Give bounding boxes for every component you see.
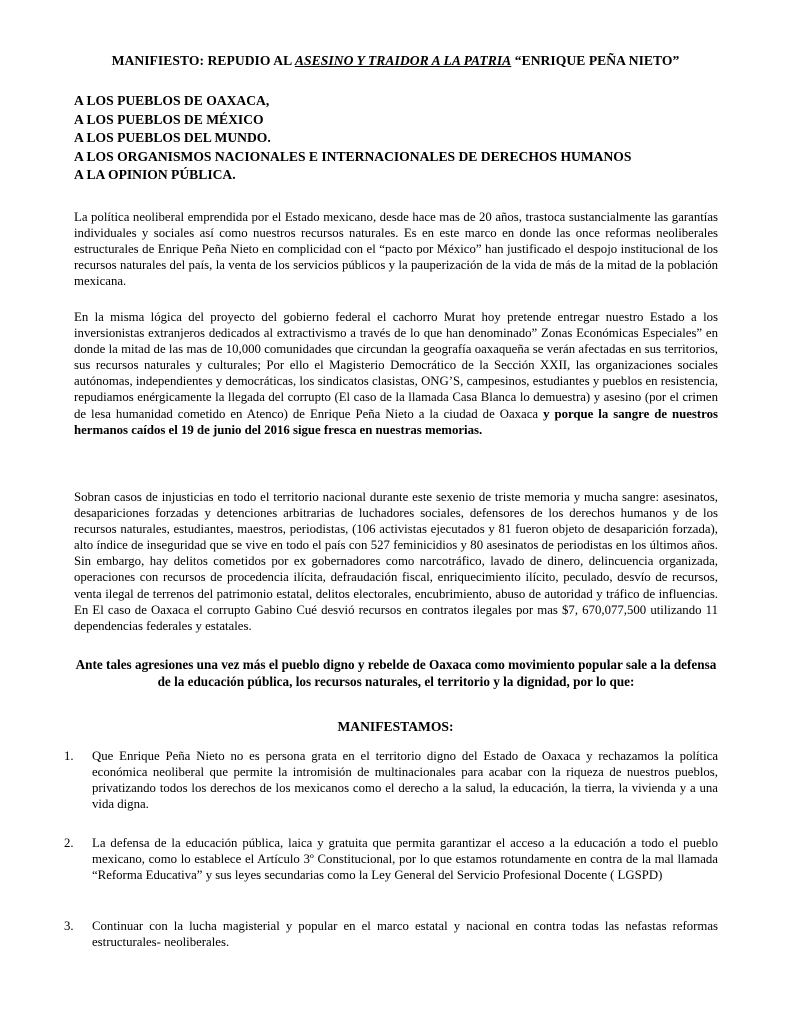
list-number: 2.	[64, 836, 74, 850]
addressee-line: A LA OPINION PÚBLICA.	[74, 167, 236, 182]
title-suffix: “ENRIQUE PEÑA NIETO”	[511, 53, 680, 68]
list-text: La defensa de la educación pública, laica y gratuita que permita garantizar el acceso a la educación a todo el pueblo mexicano, como lo establece el Artículo 3º Constitucional, por lo que estamos rotundamente en contra de la mal llamada “Reforma Educativa” y sus leyes secundarias como la Ley General del Servicio Profesional Docente ( LGSPD)	[92, 836, 718, 883]
list-number: 1.	[64, 749, 74, 763]
addressee-block	[74, 92, 754, 185]
document-title	[0, 53, 791, 69]
title-prefix: MANIFIESTO: REPUDIO AL	[111, 53, 295, 68]
title-emphasis: ASESINO Y TRAIDOR A LA PATRIA	[294, 53, 512, 68]
addressee-line: A LOS PUEBLOS DEL MUNDO.	[74, 130, 271, 145]
addressee-line: A LOS ORGANISMOS NACIONALES E INTERNACIONALES DE DERECHOS HUMANOS	[74, 148, 632, 164]
paragraph-2	[74, 309, 718, 438]
addressee-line: A LOS PUEBLOS DE MÉXICO	[74, 111, 264, 127]
paragraph-2-text: En la misma lógica del proyecto del gobierno federal el cachorro Murat hoy pretende entregar nuestro Estado a los inversionistas extranjeros dedicados al extractivismo a través de lo que han denominado” Zonas Económicas Especiales” en donde la mitad de las mas de 10,000 comunidades que circundan la geografía oaxaqueña se verán afectadas en sus territorios, sus recursos naturales y culturales; Por ello el Magisterio Democrático de la Sección XXII, las organizaciones sociales autónomas, independientes y democráticas, los sindicatos clasistas, ONG’S, campesinos, estudiantes y pueblos en resistencia, repudiamos enérgicamente la llegada del corrupto (El caso de la llamada Casa Blanca lo demuestra) y asesino (por el crimen de lesa humanidad cometido en Atenco) de Enrique Peña Nieto a la ciudad de Oaxaca	[74, 310, 718, 421]
addressee-line: A LOS PUEBLOS DE OAXACA,	[74, 93, 270, 108]
list-number: 3.	[64, 919, 74, 933]
list-text: Que Enrique Peña Nieto no es persona grata en el territorio digno del Estado de Oaxaca y rechazamos la política económica neoliberal que permite la intromisión de multinacionales para acabar con la riqueza de nuestros pueblos, privatizando todos los derechos de los mexicanos como el derecho a la salud, la educación, la tierra, la vivienda y a una vida digna.	[92, 749, 718, 812]
paragraph-3: Sobran casos de injusticias en todo el territorio nacional durante este sexenio de triste memoria y mucha sangre: asesinatos, desapariciones forzadas y detenciones arbitrarias de luchadores sociales, defensores de los derechos humanos y de los recursos naturales, estudiantes, maestros, periodistas, (106 activistas ejecutados y 81 fueron objeto de desaparición forzada), alto índice de inseguridad que se vive en todo el país con 527 feminicidios y 80 asesinatos de periodistas en los últimos años. Sin embargo, hay delitos cometidos por ex gobernadores como narcotráfico, lavado de dinero, delincuencia organizada, operaciones con recursos de procedencia ilícita, defraudación fiscal, enriquecimiento ilícito, peculado, desvío de recursos, venta ilegal de terrenos del patrimonio estatal, delitos electorales, encubrimiento, abuso de autoridad y tráfico de influencias. En El caso de Oaxaca el corrupto Gabino Cué desvió recursos en contratos ilegales por mas $7, 670,077,500 utilizando 11 dependencias federales y estatales.	[74, 490, 718, 633]
callout-statement: Ante tales agresiones una vez más el pueblo digno y rebelde de Oaxaca como movimiento popular sale a la defensa de la educación pública, los recursos naturales, el territorio y la dignidad, por lo que:	[75, 657, 717, 689]
section-heading: MANIFESTAMOS:	[337, 719, 454, 734]
list-text: Continuar con la lucha magisterial y popular en el marco estatal y nacional en contra todas las nefastas reformas estructurales- neoliberales.	[92, 919, 718, 950]
paragraph-2-bold: y porque la sangre de nuestros hermanos caídos el 19 de junio del 2016 sigue fresca en nuestras memorias.	[74, 406, 718, 437]
paragraph-1: La política neoliberal emprendida por el Estado mexicano, desde hace mas de 20 años, trastoca sustancialmente las garantías individuales y sociales así como nuestros recursos naturales. Es en este marco en donde las once reformas neoliberales estructurales de Enrique Peña Nieto en complicidad con el “pacto por México” han justificado el despojo institucional de los recursos naturales del país, la venta de los servicios públicos y la pauperización de la vida de más de la mitad de la población mexicana.	[74, 210, 718, 289]
